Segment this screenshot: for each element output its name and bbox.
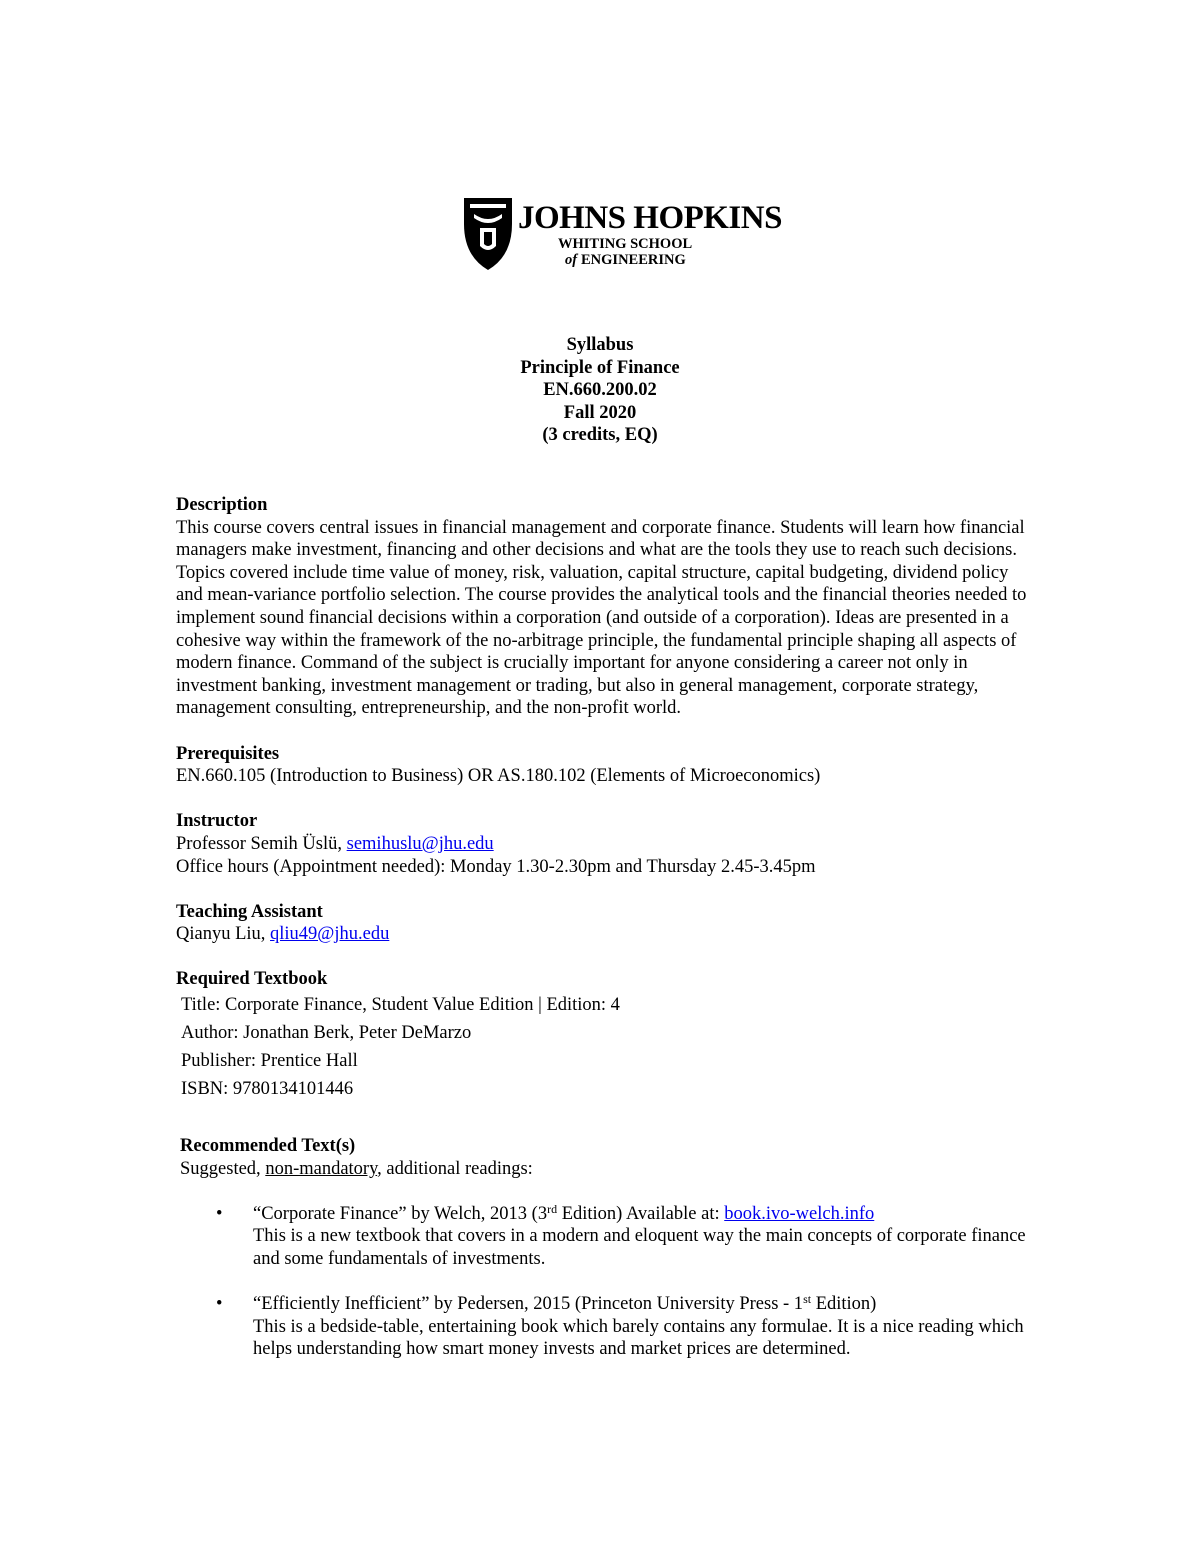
ta-name: Qianyu Liu, [176,924,271,945]
term: Fall 2020 [563,402,637,423]
instructor-name: Professor Semih Üslü, [176,833,347,854]
svg-text:JOHNS HOPKINS: JOHNS HOPKINS [518,200,782,236]
office-hours: Office hours (Appointment needed): Monday 1.30-2.30pm and Thursday 2.45-3.45pm [176,856,816,877]
syllabus-content [176,494,1036,1361]
svg-text:ENGINEERING: ENGINEERING [581,252,686,268]
rec-2-line-b: Edition) [811,1294,877,1315]
rec-1-link[interactable]: book.ivo-welch.info [724,1203,875,1224]
prerequisites-heading: Prerequisites [176,743,280,764]
rec-2-desc: This is a bedside-table, entertaining book which barely contains any formulae. It is a nice reading which helps understanding how smart money invests and market prices are determined. [253,1316,1024,1360]
doc-title: Syllabus [566,335,634,355]
rec-1-line-a: “Corporate Finance” by Welch, 2013 (3 [253,1203,548,1224]
recommended-intro [176,1158,1036,1181]
prerequisites-text: EN.660.105 (Introduction to Business) OR AS.180.102 (Elements of Microeconomics) [176,766,821,787]
recommended-intro-c: , additional readings: [377,1158,533,1179]
ta-heading: Teaching Assistant [176,901,323,922]
recommended-intro-a: Suggested, [180,1158,266,1179]
textbook-heading: Required Textbook [176,969,328,990]
ta-line [176,923,1036,946]
course-code: EN.660.200.02 [543,380,657,400]
rec-1-desc: This is a new textbook that covers in a modern and eloquent way the main concepts of corporate finance and some fundamentals of investments. [253,1226,1026,1270]
list-item [176,1293,1036,1361]
course-name: Principle of Finance [520,357,680,378]
textbook-isbn: ISBN: 9780134101446 [181,1079,354,1100]
rec-2-sup: st [803,1292,812,1307]
credits: (3 credits, EQ) [542,425,658,445]
textbook-title: Title: Corporate Finance, Student Value Edition | Edition: 4 [181,995,620,1016]
svg-text:of: of [565,252,578,268]
ta-email-link[interactable]: qliu49@jhu.edu [270,924,390,945]
list-item [176,1203,1036,1271]
svg-text:WHITING SCHOOL: WHITING SCHOOL [558,236,693,252]
jhu-logo [462,194,782,272]
rec-1-sup: rd [547,1201,558,1216]
bullet-icon: • [216,1203,223,1224]
rec-2-line-a: “Efficiently Inefficient” by Pedersen, 2015 (Princeton University Press - 1 [253,1294,804,1315]
instructor-email-link[interactable]: semihuslu@jhu.edu [346,833,494,854]
textbook-author: Author: Jonathan Berk, Peter DeMarzo [181,1023,472,1044]
bullet-icon: • [216,1294,223,1315]
instructor-line [176,833,1036,856]
description-text: This course covers central issues in financial management and corporate finance. Students will learn how financial managers make investment, financing and other decisions and what are the tools they use to reach such decisions. Topics covered include time value of money, risk, valuation, capital structure, capital budgeting, dividend policy and mean-variance portfolio selection. The course provides the analytical tools and the financial theories needed to implement sound financial decisions within a corporation (and outside of a corporation). Ideas are presented in a cohesive way within the framework of the no-arbitrage principle, the fundamental principle shaping all aspects of modern finance. Command of the subject is crucially important for anyone considering a career not only in investment banking, investment management or trading, but also in general management, corporate strategy, management consulting, entrepreneurship, and the non-profit world. [176,517,1027,719]
syllabus-title-block [0,334,1200,447]
description-heading: Description [176,495,268,515]
textbook-publisher: Publisher: Prentice Hall [181,1051,358,1072]
jhu-shield-logo [462,194,782,272]
instructor-heading: Instructor [176,811,258,832]
recommended-intro-b: non-mandatory [265,1158,378,1179]
rec-1-line-b: Edition) Available at: [557,1203,725,1224]
recommended-heading: Recommended Text(s) [180,1136,356,1157]
recommended-list [176,1203,1036,1361]
